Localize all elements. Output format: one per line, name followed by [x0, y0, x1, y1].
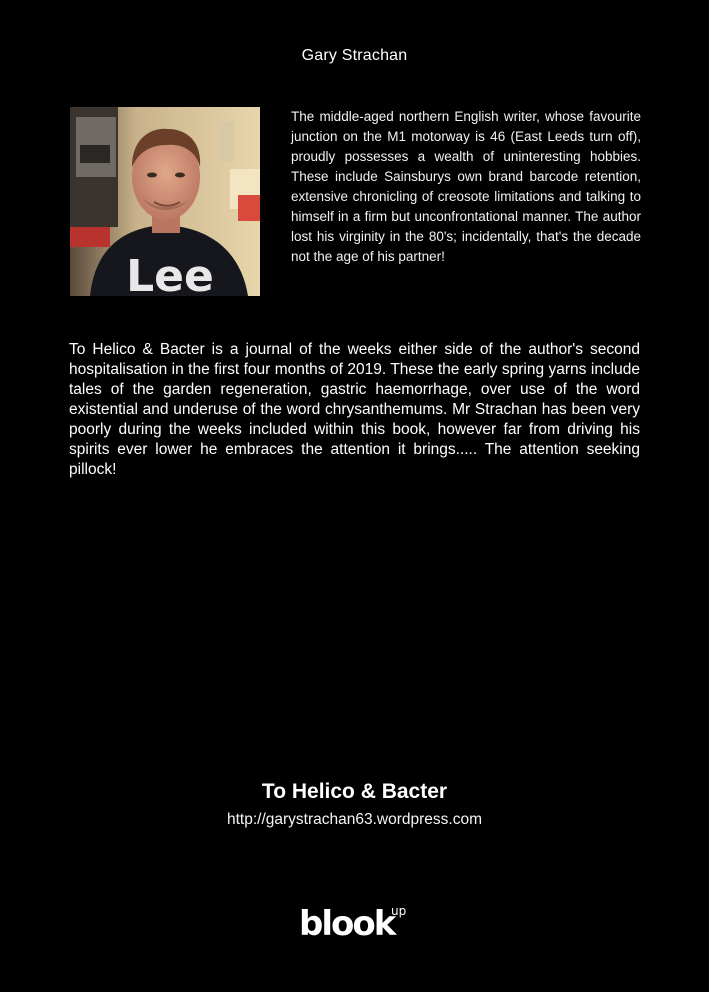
svg-text:blook: blook: [299, 904, 395, 943]
author-photo: [70, 107, 260, 296]
author-bio: The middle-aged northern English writer, whose favourite junction on the M1 motorway is 46 (East Leeds turn off), proudly possesses a wealth of uninteresting hobbies. These include Sainsburys own brand barcode retention, extensive chronicling of creosote limitations and talking to himself in a firm but unconfrontational manner. The author lost his virginity in the 80's; incidentally, that's the decade not the age of his partner!: [291, 109, 641, 264]
author-name: Gary Strachan: [301, 47, 408, 64]
book-synopsis: To Helico & Bacter is a journal of the weeks either side of the author's second hospitalisation in the first four months of 2019. These the early spring yarns include tales of the garden regeneration, gastric haemorrhage, over use of the word existential and underuse of the word chrysanthemums. Mr Strachan has been very poorly during the weeks included within this book, however far from driving his spirits ever lower he embraces the attention it brings..... The attention seeking pillock!: [69, 341, 640, 478]
svg-text:up: up: [391, 904, 407, 918]
author-website-link[interactable]: http://garystrachan63.wordpress.com: [226, 811, 482, 828]
publisher-logo: [297, 898, 412, 943]
book-title: To Helico & Bacter: [261, 780, 448, 803]
shirt-logo: Lee: [126, 251, 214, 296]
